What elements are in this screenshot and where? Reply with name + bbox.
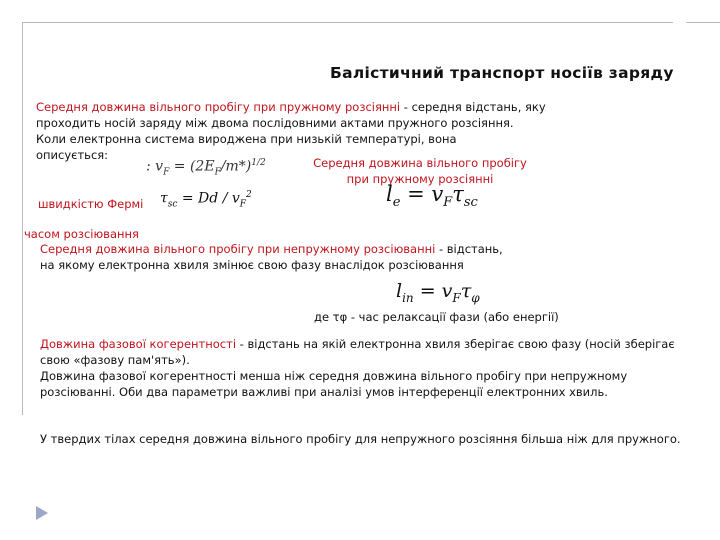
- solids-conclusion: У твердих тілах середня довжина вільного пробігу для непружного розсіяння більша ніж для пружного.: [40, 432, 681, 446]
- page-title: Балістичний транспорт носіїв заряду: [330, 64, 674, 82]
- coherence-text: - відстань на якій електронна хвиля зберігає свою фазу (носій зберігає свою «фазову пам'ять»).: [40, 337, 675, 367]
- fermi-velocity-formula: : $v_F = (2E_F/m*)^{1/2}$: [146, 158, 266, 178]
- elastic-definition: [36, 99, 596, 163]
- phase-relaxation-note: де τφ - час релаксації фази (або енергії): [314, 310, 559, 324]
- scattering-time-formula: $\tau_{sc} = Dd / v_F^2$: [160, 190, 252, 210]
- next-slide-arrow-icon[interactable]: [36, 506, 48, 520]
- fermi-velocity-label: швидкістю Фермі: [38, 197, 144, 211]
- degenerate-text-a: Коли електронна система виродж: [36, 132, 246, 146]
- top-right-rule: [686, 22, 720, 23]
- inelastic-length-formula: $l_{in} = v_F\tau_\varphi$: [396, 280, 480, 305]
- callout-line-1: Середня довжина вільного пробігу: [313, 156, 527, 170]
- coherence-definition: [40, 336, 700, 400]
- elastic-length-formula: $l_e = v_F\tau_{sc}$: [386, 182, 478, 211]
- callout-line-2: при пружному розсіянні: [346, 172, 494, 186]
- elastic-term: Середня довжина вільного пробігу при пружному розсіянні: [36, 100, 401, 114]
- coherence-term: Довжина фазової когерентності: [40, 337, 237, 351]
- inelastic-term: Середня довжина вільного пробігу при непружному розсіюванні: [40, 242, 436, 256]
- elastic-text: - середня відстань, яку проходить носій заряду між двома послідовними актами пружного розсіяння.: [36, 100, 546, 130]
- scattering-time-label: часом розсіювання: [24, 227, 139, 241]
- inelastic-definition: [40, 241, 510, 273]
- described-by-text: описується:: [36, 148, 109, 162]
- coherence-comparison: Довжина фазової когерентності менша ніж середня довжина вільного пробігу при непружному розсіюванні. Оби два параметри важливі при аналізі умов інтерференції електронних хвиль.: [40, 369, 628, 399]
- inelastic-text: - відстань, на якому електронна хвиля змінює свою фазу внаслідок розсіювання: [40, 242, 503, 272]
- degenerate-text-b: ена при низькій температурі, вона: [245, 132, 457, 146]
